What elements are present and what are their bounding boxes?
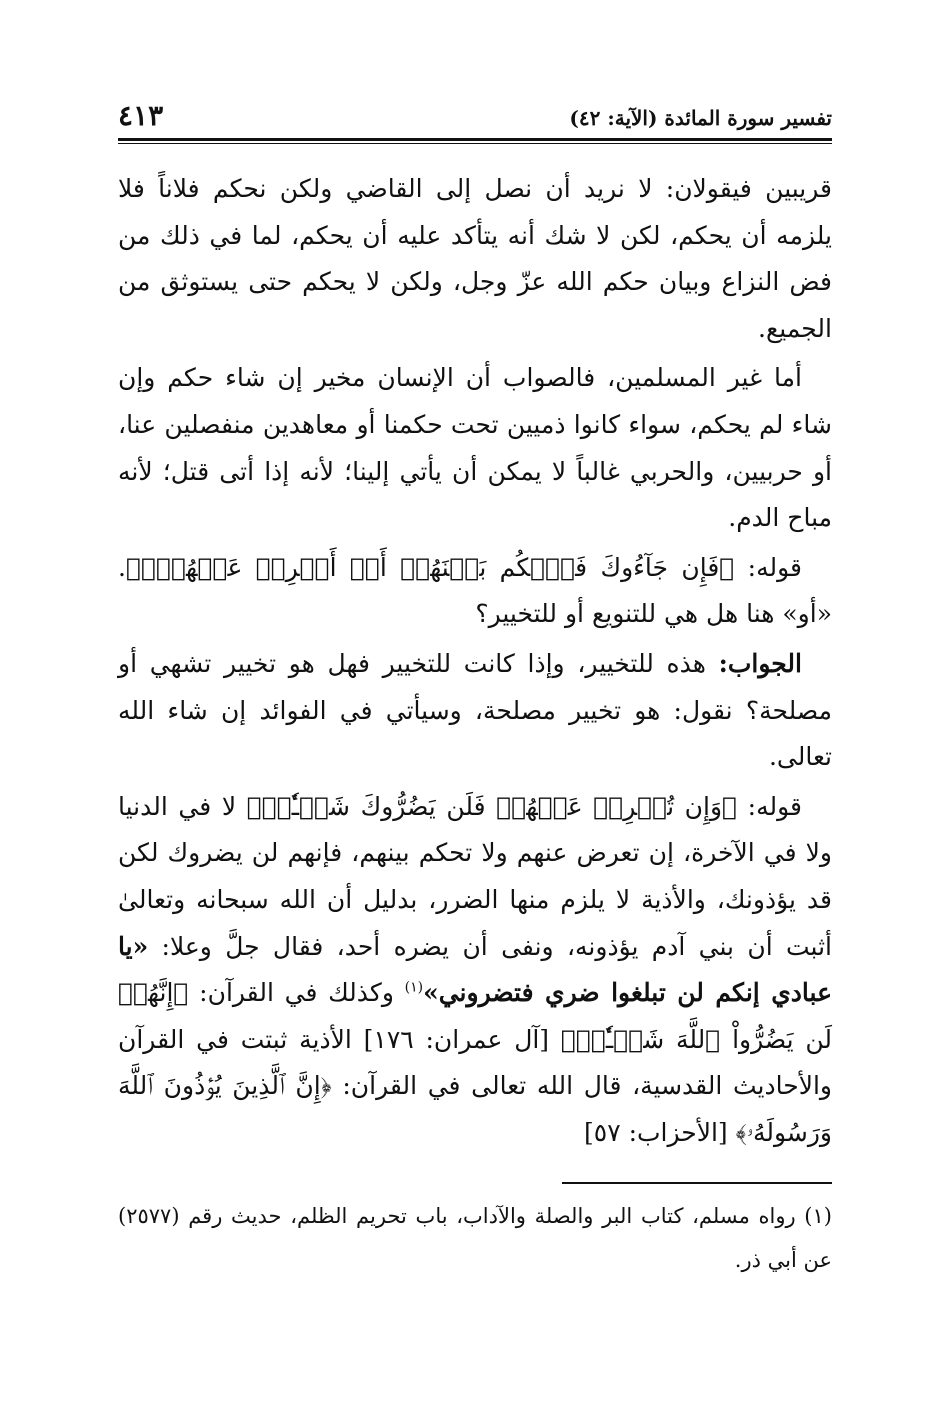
paragraph-5 [118, 784, 832, 1157]
footnote-1: (١) رواه مسلم، كتاب البر والصلة والآداب، باب تحريم الظلم، حديث رقم (٢٥٧٧) عن أبي ذر. [118, 1204, 832, 1273]
quran-verse-2: ﴿وَإِن تُعۡرِضۡ عَنۡهُمۡ فَلَن يَضُرُّوكَ شَيۡـٔٗاۖ﴾ [246, 791, 738, 821]
paragraph-3 [118, 545, 832, 638]
quran-verse-1: ﴿فَإِن جَآءُوكَ فَٱحۡكُم بَيۡنَهُمۡ أَوۡ أَعۡرِضۡ عَنۡهُمۡۖ﴾ [125, 552, 735, 582]
answer-label: الجواب: [718, 648, 802, 678]
main-text [118, 166, 832, 1156]
paragraph-1-text: قريبين فيقولان: لا نريد أن نصل إلى القاضي ولكن نحكم فلاناً فلا يلزمه أن يحكم، لكن لا شك أنه يتأكد عليه أن يحكم، لما في ذلك من فض النزاع وبيان حكم الله عزّ وجل، ولكن لا يحكم حتى يستوثق من الجميع. [118, 174, 832, 343]
paragraph-5-middle-3: الأذية ثبتت في القرآن والأحاديث القدسية، قال الله تعالى في القرآن: [118, 1024, 832, 1101]
hadith-quote: «يا عبادي إنكم لن تبلغوا ضري فتضروني» [118, 931, 833, 1008]
paragraph-3-rest: . «أو» هنا هل هي للتنويع أو للتخيير؟ [118, 552, 832, 629]
verse-reference-1: [آل عمران: ١٧٦] [363, 1024, 561, 1054]
footnotes [118, 1194, 832, 1282]
header-rule-thick [118, 138, 832, 141]
page-number: ٤١٣ [118, 99, 164, 132]
paragraph-5-middle: لا في الدنيا ولا في الآخرة، إن تعرض عنهم ولا تحكم بينهم، فإنهم لن يضروك لكن قد يؤذونك، والأذية لا يلزم منها الضرر، بدليل أن الله سبحانه وتعالىٰ أثبت أن بني آدم يؤذونه، ونفى أن يضره أحد، فقال جلَّ وعلا: [118, 791, 832, 961]
paragraph-4 [118, 641, 832, 781]
quran-verse-4: ﴿إِنَّ ٱلَّذِينَ يُؤۡذُونَ ٱللَّهَ وَرَسُولَهُۥ﴾ [118, 1071, 832, 1147]
paragraph-2-text: أما غير المسلمين، فالصواب أن الإنسان مخير إن شاء حكم وإن شاء لم يحكم، سواء كانوا ذميين تحت حكمنا أو معاهدين منفصلين عنا، أو حربيين، والحربي غالباً لا يمكن أن يأتي إلينا؛ لأنه إذا أتى قتل؛ لأنه مباح الدم. [118, 363, 832, 533]
book-page [118, 92, 832, 1342]
running-header [118, 92, 832, 136]
footnote-marker[interactable]: (١) [404, 979, 424, 996]
paragraph-5-middle-2: وكذلك في القرآن: [188, 978, 405, 1008]
footnote-separator [562, 1182, 832, 1184]
verse-reference-2: [الأحزاب: ٥٧] [584, 1117, 736, 1147]
paragraph-2 [118, 355, 832, 541]
header-rule-thin [118, 143, 832, 144]
quran-verse-3: ﴿إِنَّهُمۡ لَن يَضُرُّواْ ٱللَّهَ شَيۡـٔٗاۗ﴾ [118, 978, 832, 1054]
paragraph-5-lead: قوله: [737, 791, 802, 821]
paragraph-4-text: هذه للتخيير، وإذا كانت للتخيير فهل هو تخيير تشهي أو مصلحة؟ نقول: هو تخيير مصلحة، وسيأتي في الفوائد إن شاء الله تعالى. [118, 648, 832, 772]
running-title: تفسير سورة المائدة (الآية: ٤٢) [569, 106, 832, 130]
paragraph-3-lead: قوله: [734, 552, 802, 582]
paragraph-1 [118, 166, 832, 352]
